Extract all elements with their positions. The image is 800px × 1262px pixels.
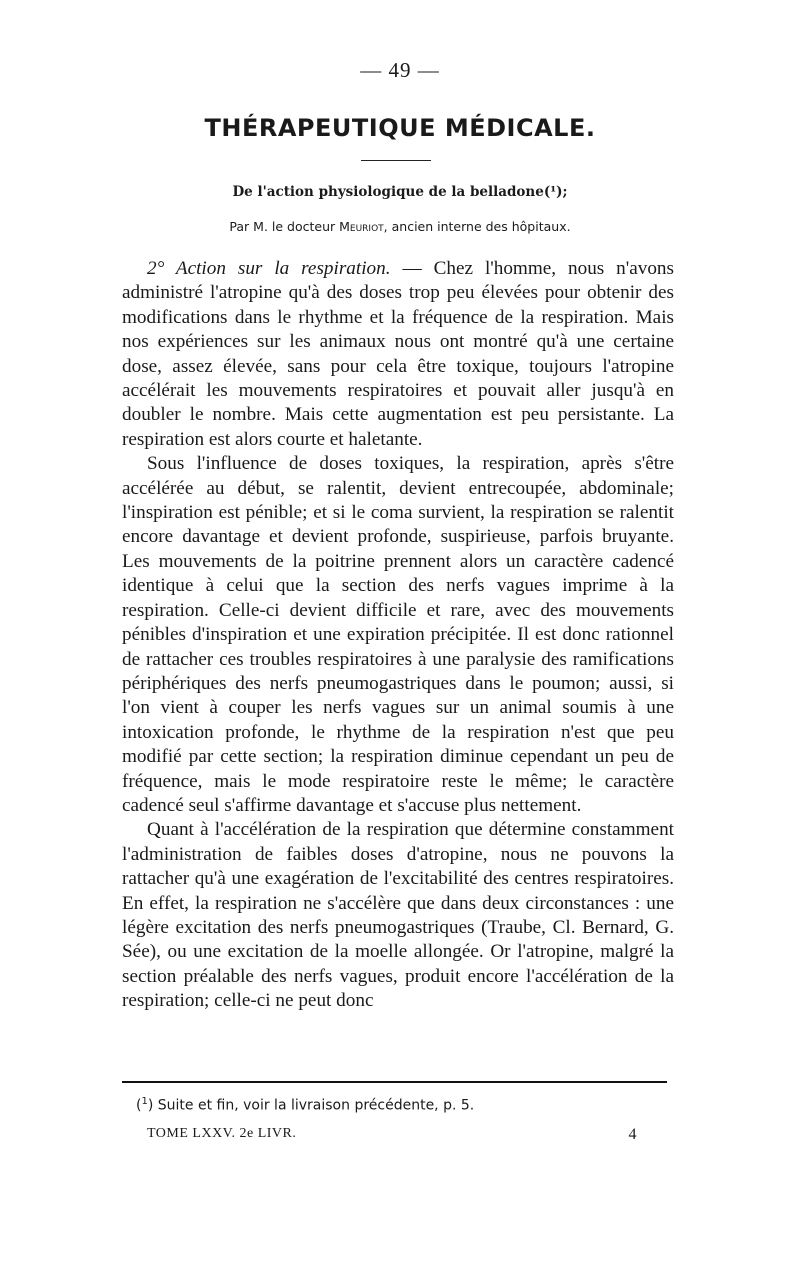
signature-number: 4 (628, 1126, 637, 1143)
footnote-divider (122, 1081, 667, 1083)
body-paragraph-2: Sous l'influence de doses toxiques, la respiration, après s'être accélérée au début, se ralentit, devient entrecoupée, abdominale; l'inspiration est pénible; et si le coma survient, la respiration se ralentit encore davantage et devient profonde, suspirieuse, parfois bruyante. Les mouvements de la poitrine prennent alors un caractère cadencé identique à celui que la section des nerfs vagues imprime à la respiration. Celle-ci devient difficile et rare, avec des mouvements pénibles d'inspiration et une expiration précipitée. Il est donc rationnel de rattacher ces troubles respiratoires à une paralysie des ramifications périphériques des nerfs pneumogastriques dans le poumon; aussi, si l'on vient à couper les nerfs vagues sur un animal soumis à une intoxication profonde, le rhythme de la respiration n'est que peu modifié par cette section; la respiration diminue cependant un peu de fréquence, mais le mode respiratoire reste le même; le caractère cadencé seul s'affirme davantage et s'accuse plus nettement. (122, 453, 674, 816)
title-divider (361, 160, 431, 161)
footnote: ($^1$) Suite et fin, voir la livraison précédente, p. 5. (136, 1096, 475, 1114)
body-paragraph-1 (122, 257, 674, 452)
paragraph-heading: 2° Action sur la respiration. (147, 258, 391, 279)
signature-line (147, 1126, 637, 1142)
article-title: De l'action physiologique de la belladone(¹); (232, 184, 568, 200)
section-title: THÉRAPEUTIQUE MÉDICALE. (204, 114, 596, 142)
byline-author: Meuriot (339, 219, 384, 234)
footnote-text: Suite et fin, voir la livraison précédente, p. 5. (153, 1097, 475, 1114)
signature-volume: TOME LXXV. 2e LIVR. (147, 1126, 297, 1141)
paragraph-text: — Chez l'homme, nous n'avons administré l'atropine qu'à des doses trop peu élevées pour obtenir des modifications dans le rhythme et la fréquence de la respiration. Mais nos expériences sur les animaux nous ont montré qu'à une certaine dose, assez élevée, sans pour cela être toxique, toujours l'atropine accélérait les mouvements respiratoires et pouvait aller jusqu'à en doubler le nombre. Mais cette augmentation est peu persistante. La respiration est alors courte et haletante. (122, 258, 674, 450)
body-paragraph-3: Quant à l'accélération de la respiration que détermine constamment l'administration de faibles doses d'atropine, nous ne pouvons la rattacher qu'à une exagération de l'excitabilité des centres respiratoires. En effet, la respiration ne s'accélère que dans deux circonstances : une légère excitation des nerfs pneumogastriques (Traube, Cl. Bernard, G. Sée), ou une excitation de la moelle allongée. Or l'atropine, malgré la section préalable des nerfs vagues, produit encore l'accélération de la respiration; celle-ci ne peut donc (122, 819, 674, 1012)
byline-suffix: , ancien interne des hôpitaux. (383, 219, 571, 234)
article-byline (0, 219, 800, 234)
byline-prefix: Par M. le docteur (229, 219, 340, 234)
footnote-marker: 1 (141, 1096, 148, 1107)
page-number: — 49 — (360, 58, 440, 82)
article-body (122, 257, 674, 1014)
